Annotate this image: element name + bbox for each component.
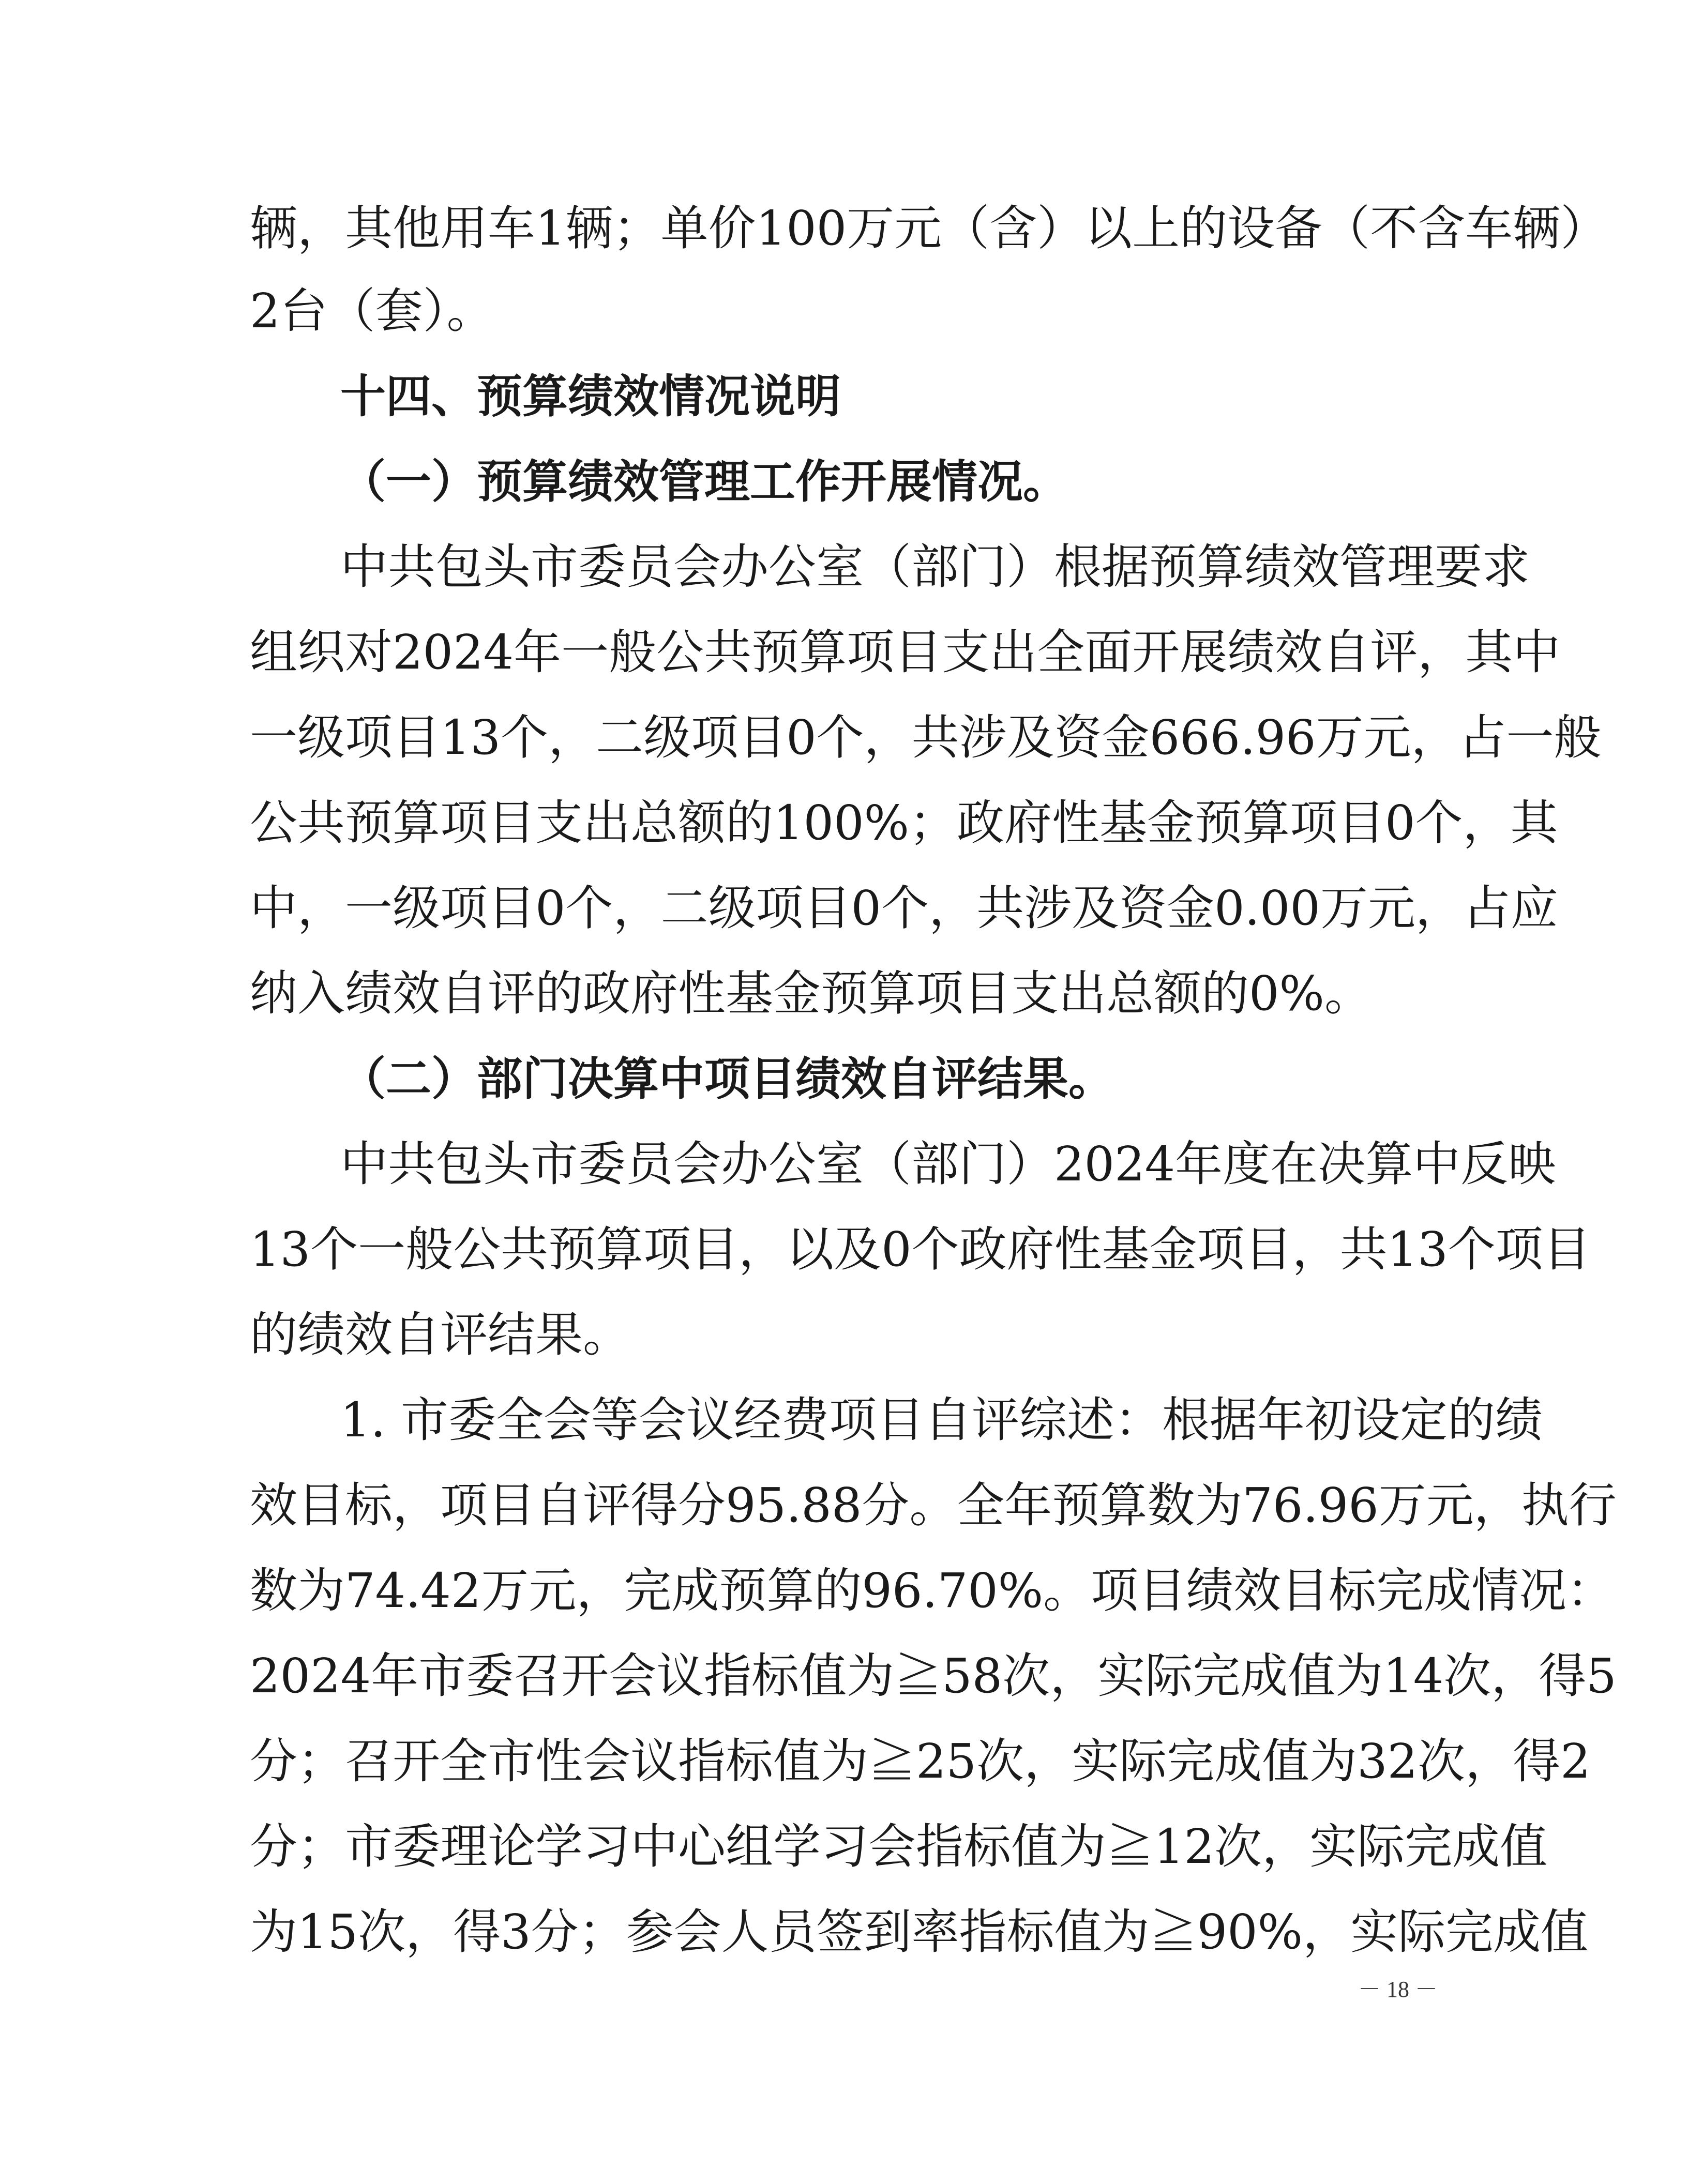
body-line-15: 1. 市委全会等会议经费项目自评综述：根据年初设定的绩 xyxy=(340,1392,1543,1448)
subsection-heading-1: （一）预算绩效管理工作开展情况。 xyxy=(340,455,1069,508)
body-line-10: 纳入绩效自评的政府性基金预算项目支出总额的0%。 xyxy=(250,966,1372,1021)
body-line-19: 分；召开全市性会议指标值为≧25次，实际完成值为32次，得2 xyxy=(250,1734,1591,1789)
body-line-17: 数为74.42万元，完成预算的96.70%。项目绩效目标完成情况： xyxy=(250,1563,1615,1618)
body-line-13: 13个一般公共预算项目，以及0个政府性基金项目，共13个项目 xyxy=(250,1222,1591,1277)
body-line-7: 一级项目13个，二级项目0个，共涉及资金666.96万元，占一般 xyxy=(250,710,1602,765)
body-line-1: 辆，其他用车1辆；单价100万元（含）以上的设备（不含车辆） xyxy=(250,201,1608,256)
body-line-6: 组织对2024年一般公共预算项目支出全面开展绩效自评，其中 xyxy=(250,625,1561,680)
body-line-12: 中共包头市委员会办公室（部门）2024年度在决算中反映 xyxy=(340,1136,1556,1192)
page-number: － 18 － xyxy=(1358,1977,1438,2002)
body-line-21: 为15次，得3分；参会人员签到率指标值为≧90%，实际完成值 xyxy=(250,1904,1589,1960)
body-line-18: 2024年市委召开会议指标值为≧58次，实际完成值为14次，得5 xyxy=(250,1648,1617,1704)
body-line-14: 的绩效自评结果。 xyxy=(250,1307,631,1362)
body-line-9: 中，一级项目0个，二级项目0个，共涉及资金0.00万元，占应 xyxy=(250,881,1558,936)
body-line-2: 2台（套）。 xyxy=(250,283,494,339)
subsection-heading-2: （二）部门决算中项目绩效自评结果。 xyxy=(340,1052,1114,1105)
section-heading: 十四、预算绩效情况说明 xyxy=(340,370,841,423)
body-line-8: 公共预算项目支出总额的100%；政府性基金预算项目0个，其 xyxy=(250,795,1558,851)
body-line-20: 分；市委理论学习中心组学习会指标值为≧12次，实际完成值 xyxy=(250,1819,1548,1874)
body-line-5: 中共包头市委员会办公室（部门）根据预算绩效管理要求 xyxy=(340,539,1530,595)
body-line-16: 效目标，项目自评得分95.88分。全年预算数为76.96万元，执行 xyxy=(250,1478,1617,1533)
